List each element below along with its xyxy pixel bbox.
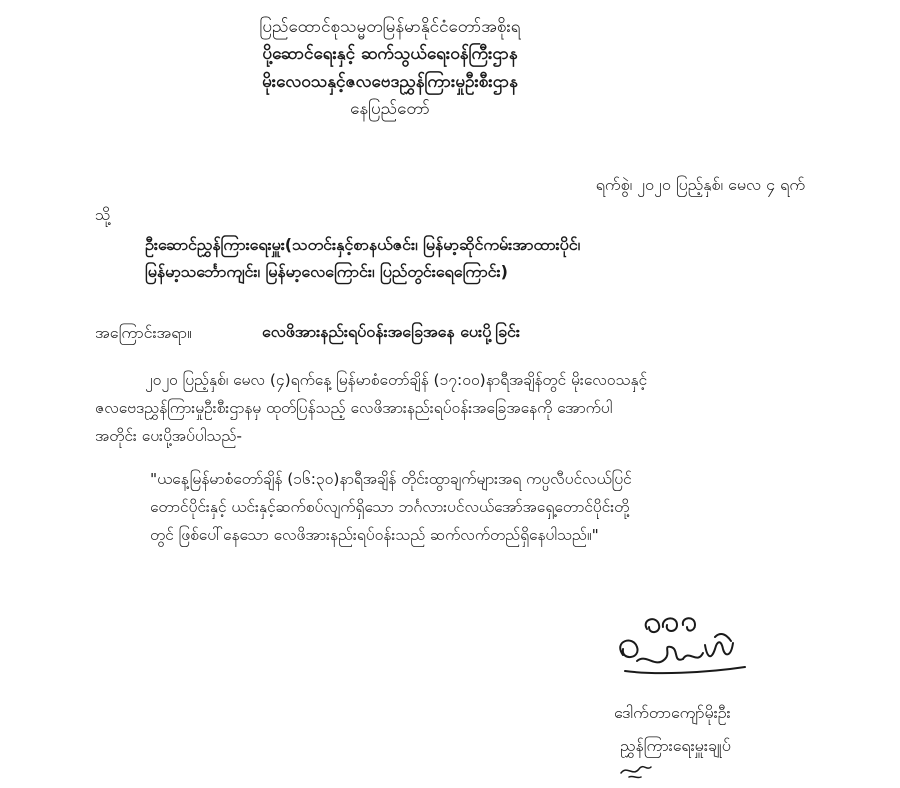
recipient-line-2: မြန်မာ့သင်္ဘောကျင်း၊ မြန်မာ့လေကြောင်း၊ ပြည်တွင်းရေကြောင်း) — [145, 262, 508, 281]
signatory-title: ညွှန်ကြားရေးမှူးချုပ် — [620, 736, 731, 755]
quote-line-3: တွင် ဖြစ်ပေါ်နေသော လေဖိအားနည်းရပ်ဝန်းသည် ဆက်လက်တည်ရှိနေပါသည်။" — [150, 526, 599, 544]
signatory-name: ဒေါက်တာကျော်မိုးဦး — [614, 703, 731, 722]
letterhead-government: ပြည်ထောင်စုသမ္မတမြန်မာနိုင်ငံတော်အစိုးရ — [259, 17, 521, 37]
subject-label: အကြောင်းအရာ။ — [95, 323, 192, 342]
initials-mark — [615, 755, 675, 783]
body-line-3: အတိုင်း ပေးပို့အပ်ပါသည်- — [95, 427, 242, 445]
letterhead-department: မိုးလေဝသနှင့်ဇလဗေဒညွှန်ကြားမှုဦးစီးဌာန — [262, 72, 518, 92]
quote-line-1: "ယနေ့မြန်မာစံတော်ချိန် (၁၆:၃၀)နာရီအချိန် တိုင်းထွာချက်များအရ ကပ္ပလီပင်လယ်ပြင် — [150, 470, 632, 488]
body-line-1: ၂၀၂၀ ပြည့်နှစ်၊ မေလ (၄)ရက်နေ့ မြန်မာစံတော်ချိန် (၁၇:၀၀)နာရီအချိန်တွင် မိုးလေဝသနှင့် — [145, 371, 648, 389]
recipient-line-1: ဦးဆောင်ညွှန်ကြားရေးမှူး(သတင်းနှင့်စာနယ်ဇင်း၊ မြန်မာ့ဆိုင်ကမ်းအာထားပိုင်၊ — [145, 235, 581, 254]
letterhead-city: နေပြည်တော် — [350, 99, 430, 119]
subject-text: လေဖိအားနည်းရပ်ဝန်းအခြေအနေ ပေးပို့ခြင်း — [262, 322, 520, 341]
to-label: သို့ — [95, 205, 111, 224]
body-line-2: ဇလဗေဒညွှန်ကြားမှုဦးစီးဌာနမှ ထုတ်ပြန်သည့် လေဖိအားနည်းရပ်ဝန်းအခြေအနေကို အောက်ပါ — [95, 399, 613, 417]
letter-date: ရက်စွဲ၊ ၂၀၂၀ ပြည့်နှစ်၊ မေလ ၄ ရက် — [595, 175, 805, 194]
letterhead-ministry: ပို့ဆောင်ရေးနှင့် ဆက်သွယ်ရေးဝန်ကြီးဌာန — [262, 44, 518, 64]
handwritten-signature — [595, 615, 795, 685]
quote-line-2: တောင်ပိုင်းနှင့် ယင်းနှင့်ဆက်စပ်လျက်ရှိသော ဘင်္ဂလားပင်လယ်အော်အရှေ့တောင်ပိုင်းတို့ — [150, 498, 630, 516]
